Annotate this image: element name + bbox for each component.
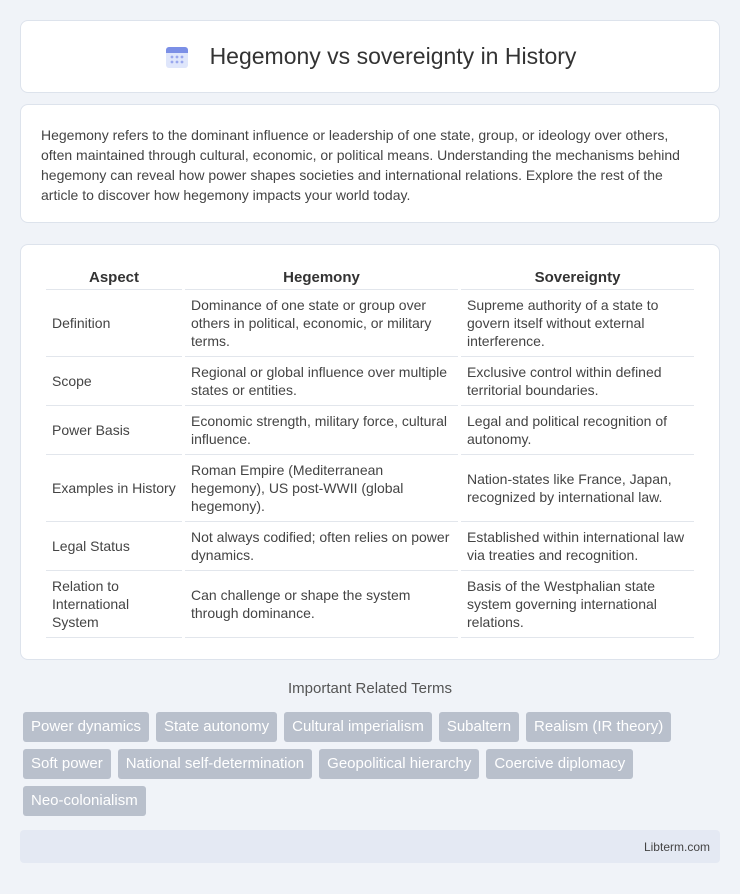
- footer-site-link[interactable]: Libterm.com: [643, 839, 710, 854]
- cell-sovereignty: Supreme authority of a state to govern itself without external interference.: [461, 290, 694, 357]
- cell-hegemony: Not always codified; often relies on power dynamics.: [185, 522, 458, 571]
- cell-sovereignty: Exclusive control within defined territorial boundaries.: [461, 357, 694, 406]
- cell-aspect: Examples in History: [46, 455, 182, 522]
- related-term-tag[interactable]: Subaltern: [439, 712, 519, 742]
- related-term-tag[interactable]: State autonomy: [156, 712, 277, 742]
- table-row: [46, 290, 694, 357]
- header-aspect: Aspect: [46, 263, 182, 290]
- cell-aspect: Definition: [46, 290, 182, 357]
- related-term-tag[interactable]: Realism (IR theory): [526, 712, 671, 742]
- related-term-tag[interactable]: Coercive diplomacy: [486, 749, 633, 779]
- cell-sovereignty: Established within international law via treaties and recognition.: [461, 522, 694, 571]
- related-term-tag[interactable]: Soft power: [23, 749, 111, 779]
- cell-aspect: Scope: [46, 357, 182, 406]
- table-row: [46, 522, 694, 571]
- related-term-tag[interactable]: Geopolitical hierarchy: [319, 749, 479, 779]
- header-hegemony: Hegemony: [185, 263, 458, 290]
- cell-hegemony: Economic strength, military force, cultural influence.: [185, 406, 458, 455]
- cell-aspect: Legal Status: [46, 522, 182, 571]
- related-terms-title: Important Related Terms: [288, 680, 452, 697]
- footer: [20, 830, 720, 863]
- table-row: [46, 455, 694, 522]
- comparison-table: [43, 263, 697, 638]
- related-term-tag[interactable]: Power dynamics: [23, 712, 149, 742]
- cell-hegemony: Regional or global influence over multiple states or entities.: [185, 357, 458, 406]
- comparison-table-card: [20, 244, 720, 660]
- related-term-tag[interactable]: Cultural imperialism: [284, 712, 432, 742]
- cell-hegemony: Can challenge or shape the system through dominance.: [185, 571, 458, 638]
- related-term-tag[interactable]: National self-determination: [118, 749, 312, 779]
- cell-aspect: Relation to International System: [46, 571, 182, 638]
- cell-aspect: Power Basis: [46, 406, 182, 455]
- calendar-icon: [164, 44, 190, 70]
- page-title: Hegemony vs sovereignty in History: [209, 43, 577, 69]
- related-term-tag[interactable]: Neo-colonialism: [23, 786, 146, 816]
- cell-sovereignty: Legal and political recognition of autonomy.: [461, 406, 694, 455]
- table-row: [46, 357, 694, 406]
- related-terms-list: [23, 712, 723, 816]
- cell-hegemony: Dominance of one state or group over others in political, economic, or military terms.: [185, 290, 458, 357]
- table-header-row: [46, 263, 694, 290]
- intro-text: Hegemony refers to the dominant influence or leadership of one state, group, or ideology over others, often maintained through cultural, economic, or political means. Understanding the mechanisms behind hegemony can reveal how power shapes societies and international relations. Explore the rest of the article to discover how hegemony impacts your world today.: [41, 127, 680, 203]
- cell-hegemony: Roman Empire (Mediterranean hegemony), US post-WWII (global hegemony).: [185, 455, 458, 522]
- cell-sovereignty: Basis of the Westphalian state system governing international relations.: [461, 571, 694, 638]
- cell-sovereignty: Nation-states like France, Japan, recognized by international law.: [461, 455, 694, 522]
- intro-card: [20, 104, 720, 223]
- table-row: [46, 406, 694, 455]
- table-row: [46, 571, 694, 638]
- title-card: [20, 20, 720, 93]
- header-sovereignty: Sovereignty: [461, 263, 694, 290]
